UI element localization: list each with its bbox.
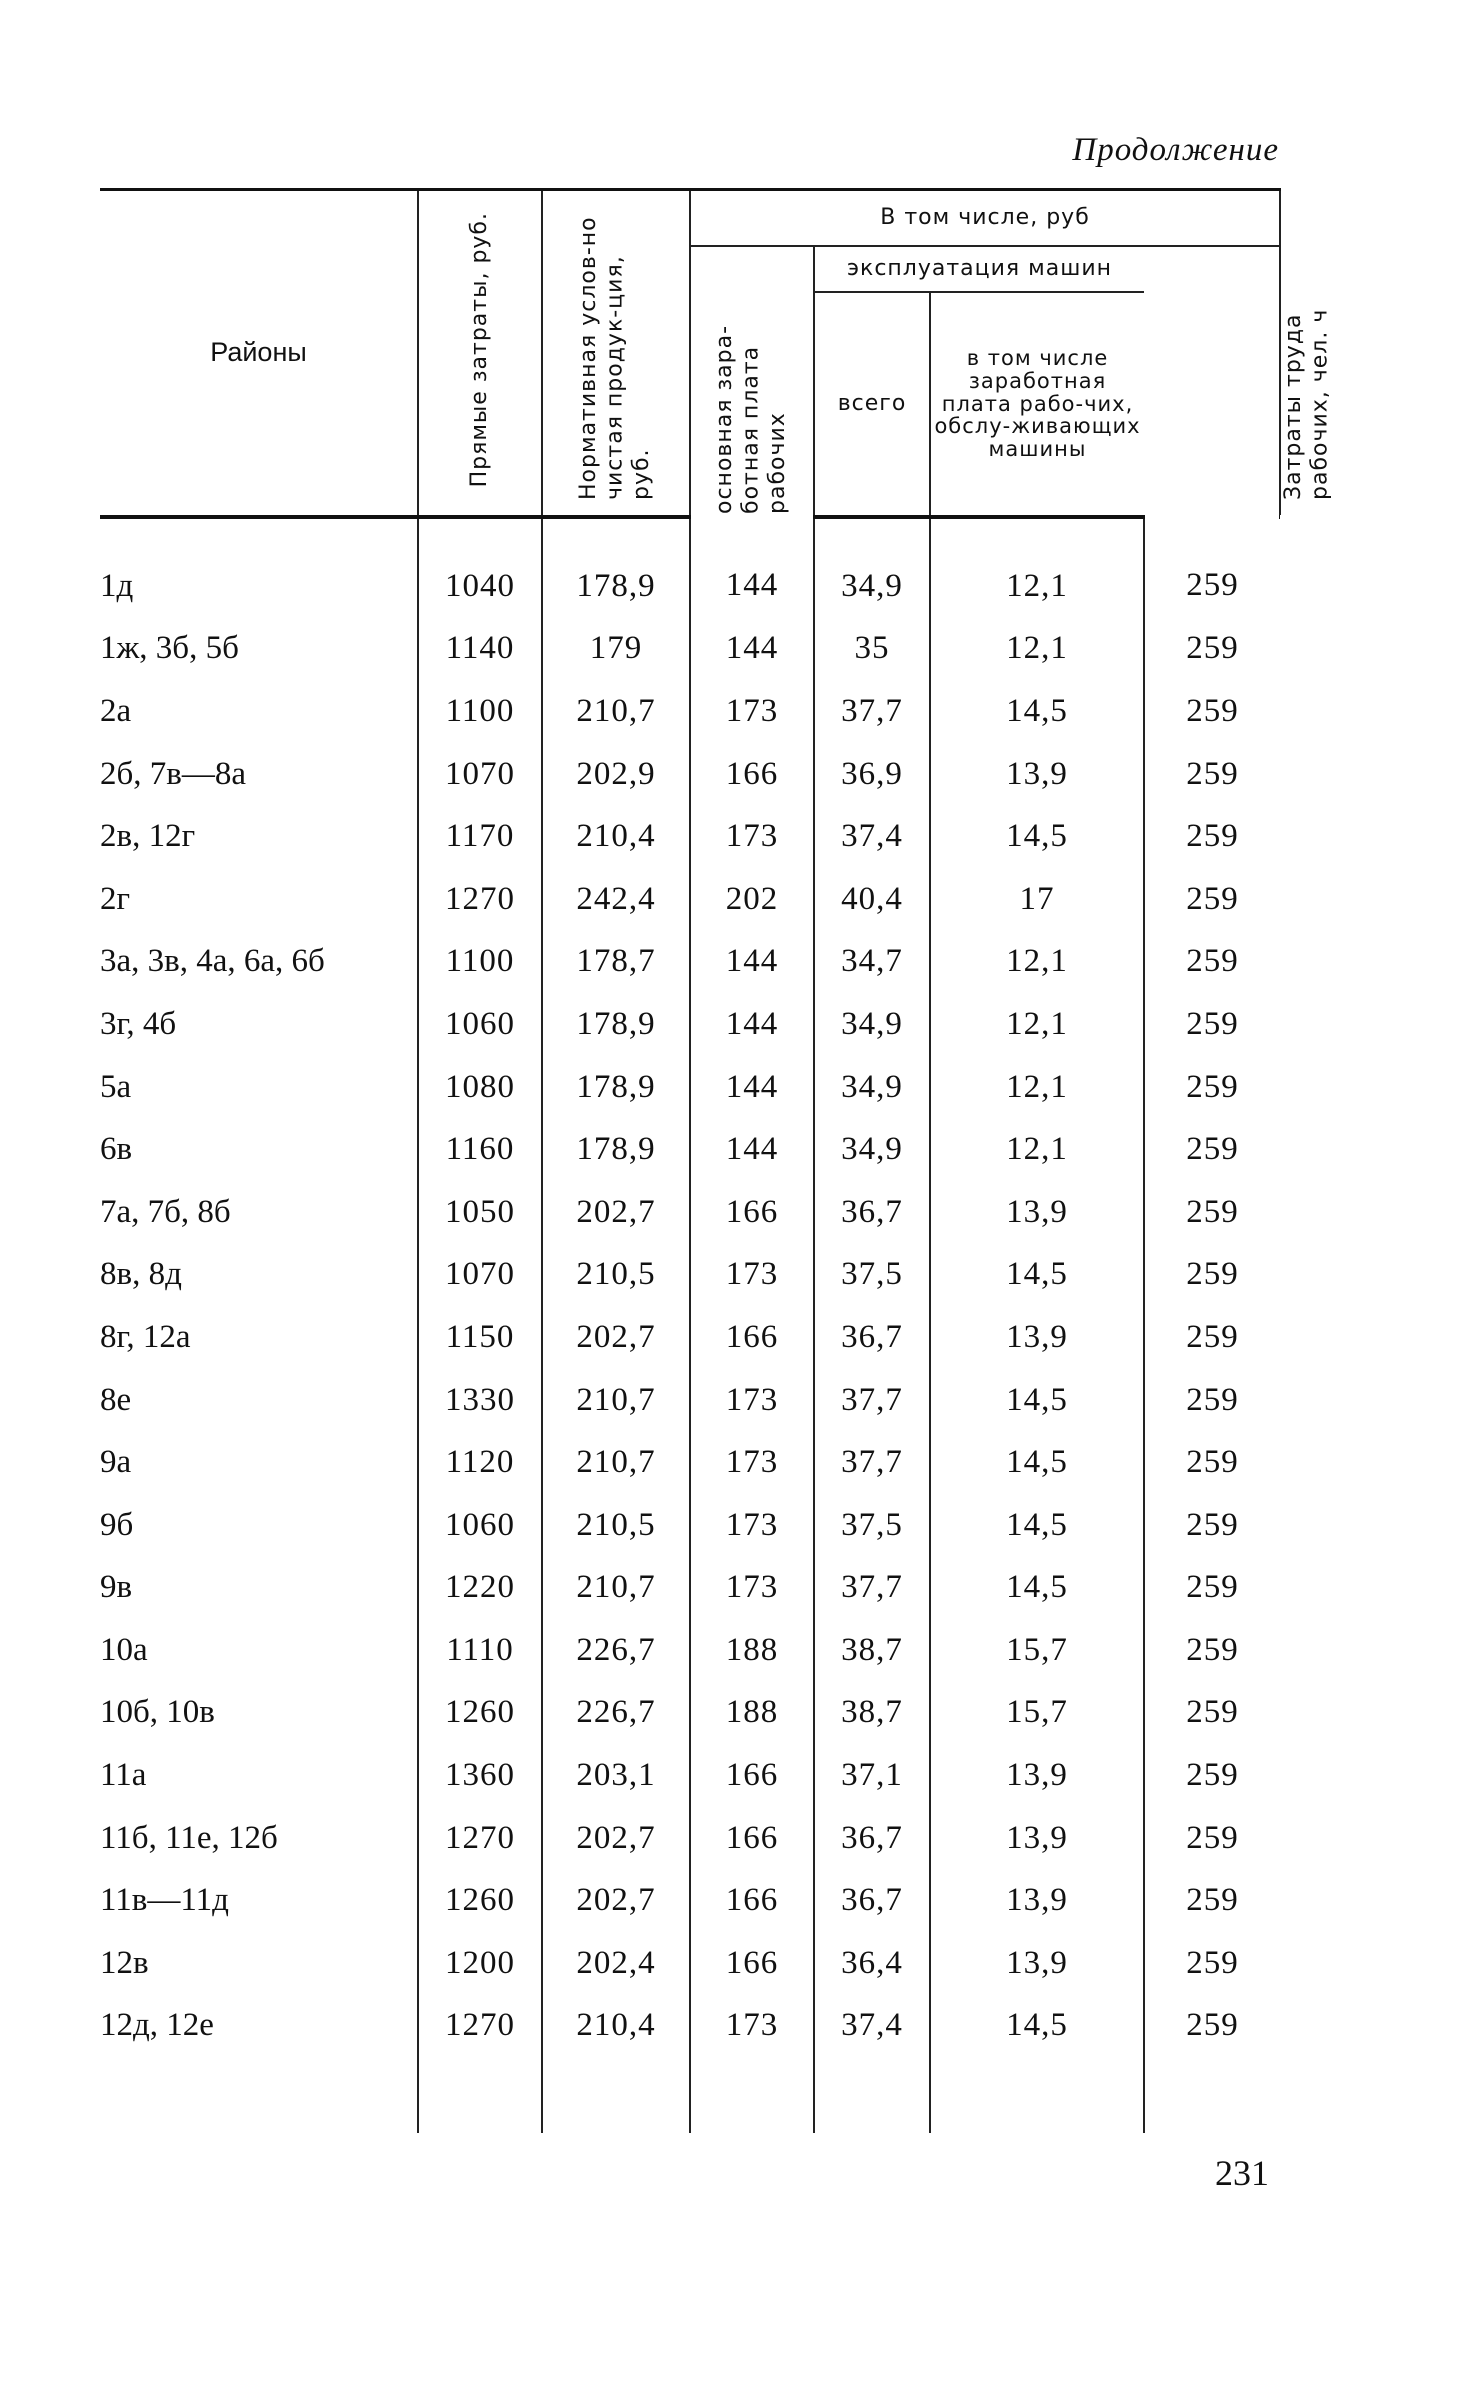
normative-cell: 210,7 — [542, 1557, 690, 1620]
continuation-label: Продолжение — [1072, 132, 1279, 168]
base-wage-cell: 173 — [690, 1995, 814, 2134]
machine-wage-cell: 13,9 — [930, 1306, 1144, 1369]
table-row — [100, 743, 1280, 806]
region-cell: 5а — [100, 1068, 132, 1105]
table-row — [100, 1619, 1280, 1682]
labor-costs-cell: 259 — [1144, 1244, 1280, 1307]
machine-total-cell: 35 — [814, 618, 930, 681]
region-cell: 9в — [100, 1569, 133, 1606]
direct-costs-cell: 1080 — [418, 1056, 542, 1119]
machine-wage-cell: 15,7 — [930, 1682, 1144, 1745]
region-cell: 3г, 4б — [100, 1005, 177, 1042]
machine-wage-cell: 12,1 — [930, 1056, 1144, 1119]
labor-costs-cell: 259 — [1144, 1494, 1280, 1557]
labor-costs-cell: 259 — [1144, 1557, 1280, 1620]
region-cell: 12д, 12е — [100, 2007, 214, 2044]
machine-wage-cell: 13,9 — [930, 1869, 1144, 1932]
table-row — [100, 618, 1280, 681]
direct-costs-cell: 1160 — [418, 1118, 542, 1181]
direct-costs-cell: 1060 — [418, 993, 542, 1056]
normative-cell: 202,7 — [542, 1181, 690, 1244]
direct-costs-cell: 1060 — [418, 1494, 542, 1557]
machine-wage-cell: 12,1 — [930, 517, 1144, 618]
normative-cell: 210,7 — [542, 680, 690, 743]
labor-costs-cell: 259 — [1144, 743, 1280, 806]
labor-costs-cell: 259 — [1144, 931, 1280, 994]
direct-costs-cell: 1170 — [418, 805, 542, 868]
normative-cell: 203,1 — [542, 1744, 690, 1807]
labor-costs-cell: 259 — [1144, 993, 1280, 1056]
direct-costs-cell: 1260 — [418, 1682, 542, 1745]
normative-cell: 178,9 — [542, 993, 690, 1056]
labor-costs-cell: 259 — [1144, 1369, 1280, 1432]
direct-costs-cell: 1040 — [418, 517, 542, 618]
direct-costs-cell: 1050 — [418, 1181, 542, 1244]
direct-costs-cell: 1270 — [418, 1995, 542, 2134]
table-row — [100, 680, 1280, 743]
region-cell: 6в — [100, 1131, 133, 1168]
region-cell: 8г, 12а — [100, 1318, 191, 1355]
direct-costs-cell: 1260 — [418, 1869, 542, 1932]
region-cell: 2а — [100, 692, 132, 729]
base-wage-cell: 144 — [690, 517, 814, 618]
base-wage-cell: 202 — [690, 868, 814, 931]
table-row — [100, 1118, 1280, 1181]
machine-wage-cell: 14,5 — [930, 805, 1144, 868]
labor-costs-cell: 259 — [1144, 1431, 1280, 1494]
machine-wage-cell: 14,5 — [930, 1369, 1144, 1432]
machine-wage-cell: 12,1 — [930, 931, 1144, 994]
header-machine-wage: в том числе заработная плата рабо-чих, обслу-живающих машины — [930, 292, 1144, 517]
header-normative-net-product: Нормативная услов-но чистая продук-ция, руб. — [542, 190, 690, 518]
direct-costs-cell: 1150 — [418, 1306, 542, 1369]
base-wage-cell: 144 — [690, 618, 814, 681]
table-row — [100, 1869, 1280, 1932]
table-row — [100, 1369, 1280, 1432]
machine-total-cell: 36,7 — [814, 1807, 930, 1870]
labor-costs-cell: 259 — [1144, 1306, 1280, 1369]
machine-total-cell: 36,7 — [814, 1181, 930, 1244]
labor-costs-cell: 259 — [1144, 1181, 1280, 1244]
normative-cell: 226,7 — [542, 1619, 690, 1682]
region-cell: 11б, 11е, 12б — [100, 1819, 278, 1856]
machine-total-cell: 37,7 — [814, 1369, 930, 1432]
machine-wage-cell: 14,5 — [930, 1494, 1144, 1557]
region-cell: 8в, 8д — [100, 1256, 182, 1293]
machine-wage-cell: 14,5 — [930, 1995, 1144, 2134]
machine-wage-cell: 13,9 — [930, 1807, 1144, 1870]
base-wage-cell: 173 — [690, 1431, 814, 1494]
normative-cell: 179 — [542, 618, 690, 681]
region-cell: 7а, 7б, 8б — [100, 1193, 231, 1230]
labor-costs-cell: 259 — [1144, 1619, 1280, 1682]
base-wage-cell: 144 — [690, 931, 814, 994]
direct-costs-cell: 1270 — [418, 1807, 542, 1870]
labor-costs-cell: 259 — [1144, 868, 1280, 931]
machine-wage-cell: 14,5 — [930, 1557, 1144, 1620]
machine-total-cell: 37,5 — [814, 1244, 930, 1307]
direct-costs-cell: 1140 — [418, 618, 542, 681]
table-row — [100, 805, 1280, 868]
header-machine-operation: эксплуатация машин — [814, 246, 1144, 292]
normative-cell: 178,7 — [542, 931, 690, 994]
machine-wage-cell: 13,9 — [930, 743, 1144, 806]
region-cell: 10а — [100, 1631, 148, 1668]
direct-costs-cell: 1100 — [418, 931, 542, 994]
base-wage-cell: 144 — [690, 1056, 814, 1119]
region-cell: 9а — [100, 1444, 132, 1481]
normative-cell: 178,9 — [542, 1056, 690, 1119]
base-wage-cell: 173 — [690, 805, 814, 868]
machine-wage-cell: 17 — [930, 868, 1144, 931]
table-row — [100, 993, 1280, 1056]
normative-cell: 202,4 — [542, 1932, 690, 1995]
region-cell: 3а, 3в, 4а, 6а, 6б — [100, 943, 325, 980]
normative-cell: 202,7 — [542, 1869, 690, 1932]
normative-cell: 178,9 — [542, 517, 690, 618]
region-cell: 9б — [100, 1506, 134, 1543]
table-row — [100, 1056, 1280, 1119]
normative-cell: 210,7 — [542, 1369, 690, 1432]
normative-cell: 226,7 — [542, 1682, 690, 1745]
direct-costs-cell: 1100 — [418, 680, 542, 743]
machine-total-cell: 34,9 — [814, 1118, 930, 1181]
header-base-wage: основная зара-ботная плата рабочих — [690, 246, 814, 517]
machine-total-cell: 34,9 — [814, 1056, 930, 1119]
normative-cell: 210,4 — [542, 805, 690, 868]
region-cell: 2в, 12г — [100, 818, 196, 855]
labor-costs-cell: 259 — [1144, 1995, 1280, 2134]
header-including-group: В том числе, руб — [690, 190, 1280, 247]
machine-wage-cell: 12,1 — [930, 993, 1144, 1056]
machine-total-cell: 37,4 — [814, 1995, 930, 2134]
machine-wage-cell: 13,9 — [930, 1932, 1144, 1995]
normative-cell: 210,5 — [542, 1494, 690, 1557]
region-cell: 8е — [100, 1381, 132, 1418]
machine-total-cell: 37,7 — [814, 680, 930, 743]
base-wage-cell: 166 — [690, 1744, 814, 1807]
base-wage-cell: 144 — [690, 993, 814, 1056]
table-row — [100, 1932, 1280, 1995]
base-wage-cell: 188 — [690, 1619, 814, 1682]
machine-total-cell: 37,4 — [814, 805, 930, 868]
machine-wage-cell: 14,5 — [930, 1431, 1144, 1494]
base-wage-cell: 166 — [690, 1932, 814, 1995]
machine-wage-cell: 12,1 — [930, 1118, 1144, 1181]
direct-costs-cell: 1070 — [418, 743, 542, 806]
direct-costs-cell: 1220 — [418, 1557, 542, 1620]
table-row — [100, 1494, 1280, 1557]
labor-costs-cell: 259 — [1144, 680, 1280, 743]
normative-cell: 202,7 — [542, 1807, 690, 1870]
normative-cell: 210,5 — [542, 1244, 690, 1307]
region-cell: 2б, 7в—8а — [100, 755, 247, 792]
base-wage-cell: 173 — [690, 1557, 814, 1620]
table-row — [100, 1431, 1280, 1494]
machine-wage-cell: 15,7 — [930, 1619, 1144, 1682]
labor-costs-cell: 259 — [1144, 1056, 1280, 1119]
machine-total-cell: 37,7 — [814, 1431, 930, 1494]
machine-total-cell: 36,7 — [814, 1869, 930, 1932]
table-row — [100, 1244, 1280, 1307]
normative-cell: 242,4 — [542, 868, 690, 931]
machine-total-cell: 38,7 — [814, 1619, 930, 1682]
machine-total-cell: 37,7 — [814, 1557, 930, 1620]
machine-wage-cell: 12,1 — [930, 618, 1144, 681]
table-row — [100, 868, 1280, 931]
normative-cell: 202,7 — [542, 1306, 690, 1369]
direct-costs-cell: 1070 — [418, 1244, 542, 1307]
table-row — [100, 1682, 1280, 1745]
machine-wage-cell: 13,9 — [930, 1181, 1144, 1244]
labor-costs-cell: 259 — [1144, 1869, 1280, 1932]
table-row — [100, 1557, 1280, 1620]
direct-costs-cell: 1200 — [418, 1932, 542, 1995]
machine-total-cell: 36,4 — [814, 1932, 930, 1995]
direct-costs-cell: 1270 — [418, 868, 542, 931]
labor-costs-cell: 259 — [1144, 1807, 1280, 1870]
base-wage-cell: 173 — [690, 1369, 814, 1432]
labor-costs-cell: 259 — [1144, 517, 1280, 618]
machine-total-cell: 36,9 — [814, 743, 930, 806]
direct-costs-cell: 1120 — [418, 1431, 542, 1494]
table-row — [100, 1306, 1280, 1369]
machine-wage-cell: 13,9 — [930, 1744, 1144, 1807]
base-wage-cell: 173 — [690, 1494, 814, 1557]
table-row — [100, 1995, 1280, 2134]
region-cell: 11а — [100, 1757, 147, 1794]
machine-total-cell: 34,9 — [814, 993, 930, 1056]
machine-wage-cell: 14,5 — [930, 1244, 1144, 1307]
region-cell: 1ж, 3б, 5б — [100, 630, 239, 667]
regional-costs-table — [100, 188, 1333, 2133]
base-wage-cell: 173 — [690, 1244, 814, 1307]
machine-total-cell: 37,1 — [814, 1744, 930, 1807]
table-row — [100, 1807, 1280, 1870]
region-cell: 12в — [100, 1944, 149, 1981]
direct-costs-cell: 1330 — [418, 1369, 542, 1432]
labor-costs-cell: 259 — [1144, 1118, 1280, 1181]
normative-cell: 202,9 — [542, 743, 690, 806]
labor-costs-cell: 259 — [1144, 1932, 1280, 1995]
base-wage-cell: 166 — [690, 1181, 814, 1244]
direct-costs-cell: 1360 — [418, 1744, 542, 1807]
region-cell: 2г — [100, 880, 131, 917]
header-direct-costs: Прямые затраты, руб. — [418, 190, 542, 518]
direct-costs-cell: 1110 — [418, 1619, 542, 1682]
base-wage-cell: 144 — [690, 1118, 814, 1181]
base-wage-cell: 166 — [690, 1869, 814, 1932]
base-wage-cell: 166 — [690, 743, 814, 806]
table-header: Районы Прямые затраты, руб. Нормативная услов-но чистая продук-ция, руб. В том числе, руб Затраты труда рабочих, чел. ч основная зара-ботная плата рабочих эксплуатация машин всего в том числе заработная плата рабо-чих, обслу-живающих машины — [100, 190, 1280, 518]
machine-total-cell: 38,7 — [814, 1682, 930, 1745]
base-wage-cell: 166 — [690, 1807, 814, 1870]
base-wage-cell: 166 — [690, 1306, 814, 1369]
region-cell: 11в—11д — [100, 1882, 229, 1919]
base-wage-cell: 188 — [690, 1682, 814, 1745]
machine-wage-cell: 14,5 — [930, 680, 1144, 743]
base-wage-cell: 173 — [690, 680, 814, 743]
labor-costs-cell: 259 — [1144, 1682, 1280, 1745]
normative-cell: 210,4 — [542, 1995, 690, 2134]
machine-total-cell: 36,7 — [814, 1306, 930, 1369]
labor-costs-cell: 259 — [1144, 805, 1280, 868]
header-regions: Районы — [100, 190, 418, 518]
machine-total-cell: 40,4 — [814, 868, 930, 931]
machine-total-cell: 37,5 — [814, 1494, 930, 1557]
labor-costs-cell: 259 — [1144, 1744, 1280, 1807]
normative-cell: 178,9 — [542, 1118, 690, 1181]
region-cell: 10б, 10в — [100, 1694, 215, 1731]
machine-total-cell: 34,9 — [814, 517, 930, 618]
table-body — [100, 517, 1280, 2133]
table-row — [100, 1744, 1280, 1807]
table-row — [100, 1181, 1280, 1244]
header-total: всего — [814, 292, 930, 517]
machine-total-cell: 34,7 — [814, 931, 930, 994]
normative-cell: 210,7 — [542, 1431, 690, 1494]
page-number: 231 — [1215, 2153, 1269, 2193]
labor-costs-cell: 259 — [1144, 618, 1280, 681]
table-row — [100, 517, 1280, 618]
table-row — [100, 931, 1280, 994]
region-cell: 1д — [100, 567, 134, 604]
